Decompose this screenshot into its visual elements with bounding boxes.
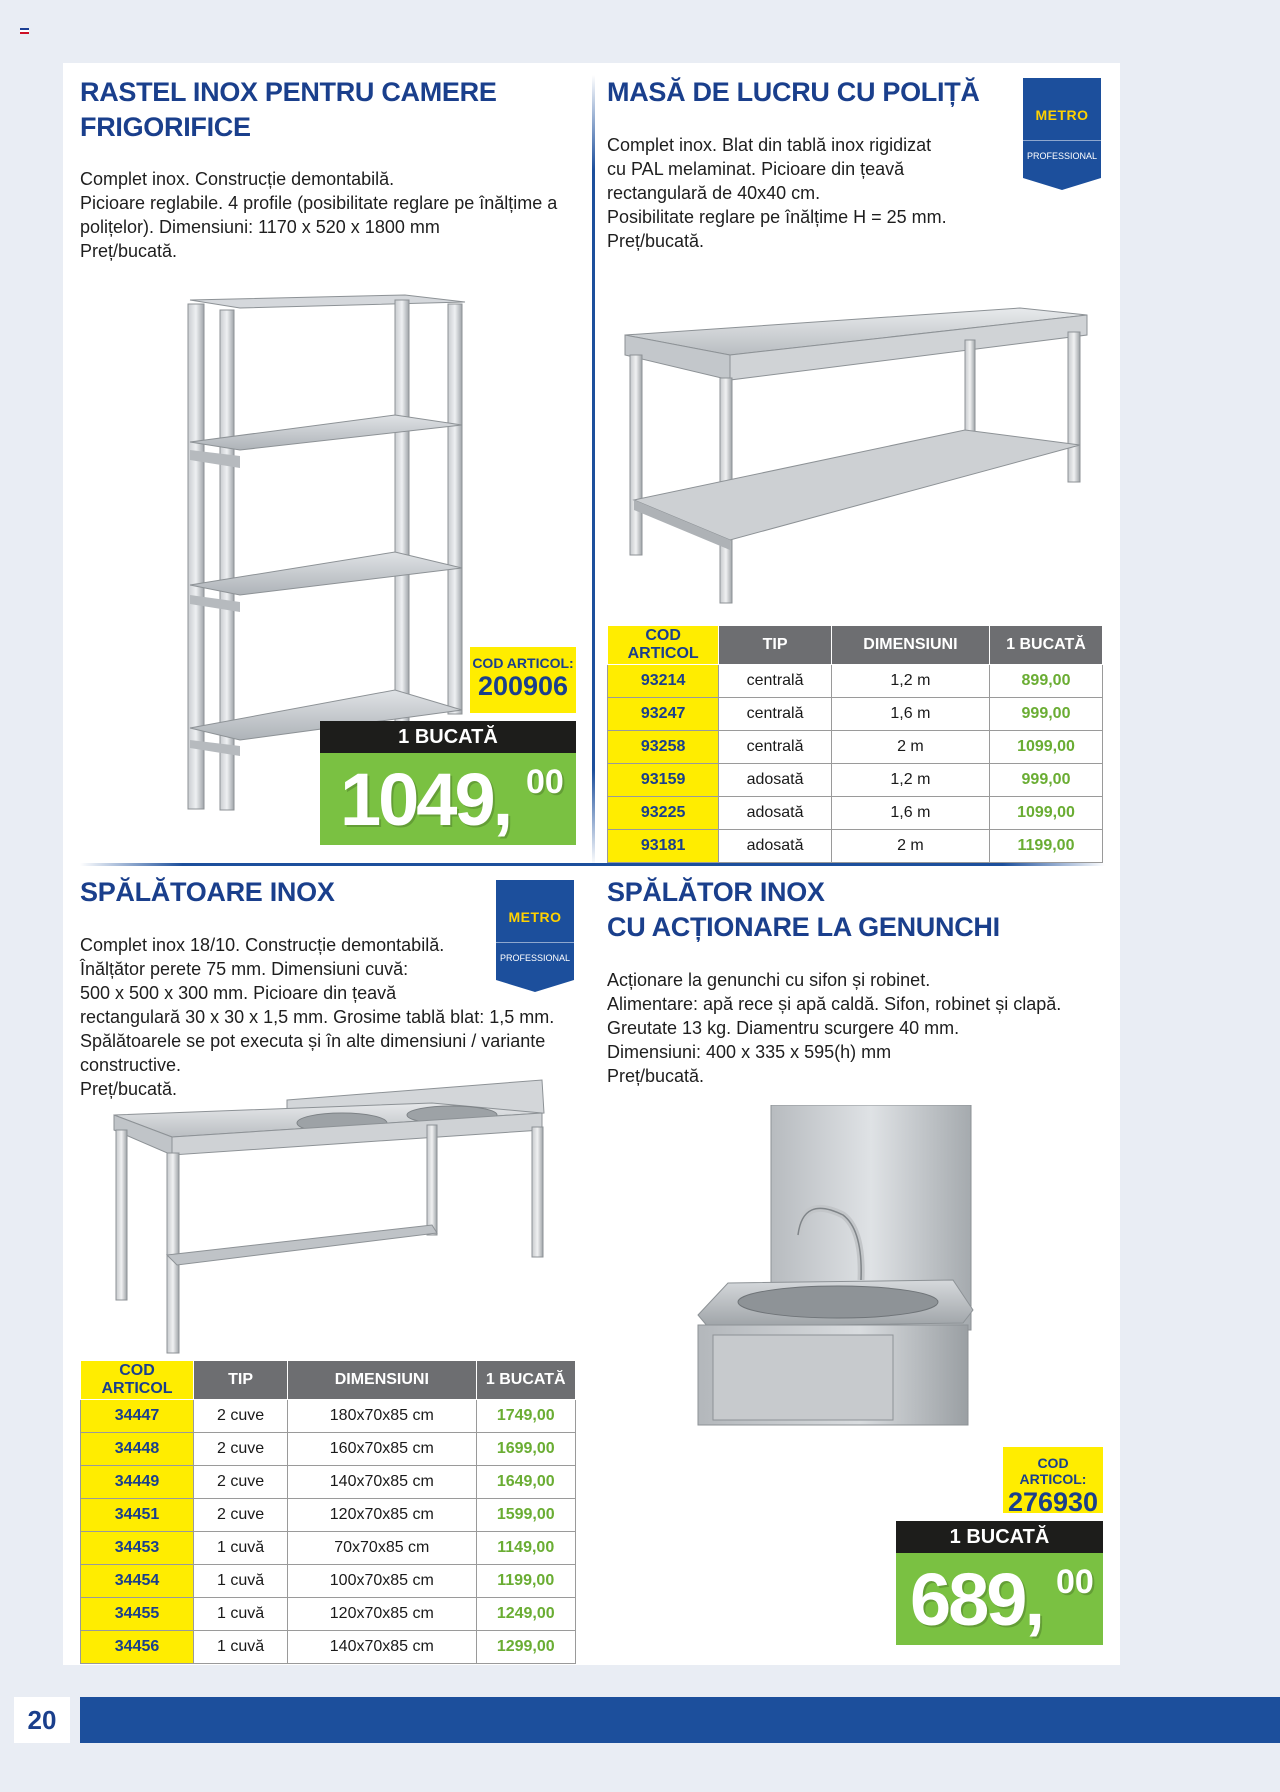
cell-code: 34451 [81,1499,194,1532]
header-price: 1 BUCATĂ [476,1361,576,1400]
desc-line: cu PAL melaminat. Picioare din țeavă [607,159,905,179]
header-code: COD ARTICOL [81,1361,194,1400]
cell-type: 2 cuve [194,1433,288,1466]
desc-line: Spălătoarele se pot executa și în alte dimensiuni / variante [80,1031,546,1051]
table-row [608,764,1103,797]
header-dimensions: DIMENSIUNI [831,626,989,665]
cell-dimensions: 180x70x85 cm [288,1400,476,1433]
cell-type: 1 cuvă [194,1532,288,1565]
code-label: COD ARTICOL: [1019,1455,1087,1487]
product1-title-line2: FRIGORIFICE [80,112,251,142]
product2-price-table [607,625,1103,863]
header-price: 1 BUCATĂ [990,626,1103,665]
footer-bar [80,1697,1280,1743]
cell-dimensions: 120x70x85 cm [288,1598,476,1631]
header-type: TIP [194,1361,288,1400]
cell-type: 1 cuvă [194,1631,288,1664]
table-row [608,698,1103,731]
cell-dimensions: 1,6 m [831,797,989,830]
product4-title-line1: SPĂLĂTOR INOX [607,877,825,907]
cell-price: 1649,00 [476,1466,576,1499]
desc-line: Complet inox 18/10. Construcție demontabilă. [80,935,445,955]
cell-price: 899,00 [990,665,1103,698]
product2-title: MASĂ DE LUCRU CU POLIȚĂ [607,77,980,107]
vertical-divider [592,75,595,865]
desc-line: Picioare reglabile. 4 profile (posibilitate reglare pe înălțime a [80,193,558,213]
cell-dimensions: 140x70x85 cm [288,1631,476,1664]
cell-code: 93225 [608,797,719,830]
desc-line: Alimentare: apă rece și apă caldă. Sifon, robinet și clapă. [607,994,1062,1014]
price-decimals: 00 [526,763,564,801]
price-integer: 1049, [340,758,511,841]
product1-price [320,753,576,845]
cell-dimensions: 70x70x85 cm [288,1532,476,1565]
cell-dimensions: 1,2 m [831,665,989,698]
metro-logo-sub: PROFESSIONAL [1026,151,1098,161]
cell-price: 1099,00 [990,797,1103,830]
desc-line: 500 x 500 x 300 mm. Picioare din țeavă [80,983,397,1003]
table-row [81,1532,576,1565]
cell-code: 34456 [81,1631,194,1664]
cell-type: centrală [719,698,832,731]
cell-price: 1099,00 [990,731,1103,764]
cell-code: 34454 [81,1565,194,1598]
table-row [81,1466,576,1499]
cell-code: 34453 [81,1532,194,1565]
cell-price: 1199,00 [990,830,1103,863]
product4-title-line2: CU ACȚIONARE LA GENUNCHI [607,912,1000,942]
cell-code: 93181 [608,830,719,863]
code-label: COD ARTICOL: [472,655,574,671]
desc-line: Posibilitate reglare pe înălțime H = 25 mm. [607,207,947,227]
product4-code-box [1003,1447,1103,1517]
cell-code: 93247 [608,698,719,731]
language-flag-icon [20,21,29,27]
page-number: 20 [14,1697,70,1743]
product1-description [80,167,580,263]
table-row [81,1499,576,1532]
cell-type: 2 cuve [194,1499,288,1532]
cell-dimensions: 1,2 m [831,764,989,797]
cell-price: 1699,00 [476,1433,576,1466]
desc-line: Dimensiuni: 400 x 335 x 595(h) mm [607,1042,892,1062]
table-row [81,1400,576,1433]
cell-price: 1749,00 [476,1400,576,1433]
desc-line: Complet inox. Construcție demontabilă. [80,169,395,189]
table-row [608,731,1103,764]
cell-dimensions: 100x70x85 cm [288,1565,476,1598]
cell-code: 34455 [81,1598,194,1631]
table-row [81,1631,576,1664]
cell-type: 1 cuvă [194,1598,288,1631]
metro-logo-word: METRO [1035,107,1089,123]
sink-table-image [112,1075,552,1360]
cell-type: adosată [719,797,832,830]
table-row [81,1598,576,1631]
cell-price: 1249,00 [476,1598,576,1631]
cell-dimensions: 2 m [831,830,989,863]
product2-description [607,133,1007,253]
cell-dimensions: 160x70x85 cm [288,1433,476,1466]
table-row [608,830,1103,863]
table-header-row [81,1361,576,1400]
metro-professional-logo [1023,78,1101,190]
desc-line: Înălțător perete 75 mm. Dimensiuni cuvă: [80,959,409,979]
cell-dimensions: 140x70x85 cm [288,1466,476,1499]
product3-price-table [80,1360,576,1664]
desc-line: Greutate 13 kg. Diamentru scurgere 40 mm. [607,1018,960,1038]
cell-price: 999,00 [990,764,1103,797]
cell-price: 1599,00 [476,1499,576,1532]
desc-line: Complet inox. Blat din tablă inox rigidizat [607,135,932,155]
product1-code-box [470,647,576,713]
product4-title [607,875,1000,945]
desc-line: polițelor). Dimensiuni: 1170 x 520 x 1800 mm [80,217,440,237]
metro-logo-sub: PROFESSIONAL [499,953,571,963]
cell-code: 93214 [608,665,719,698]
cell-code: 34447 [81,1400,194,1433]
product4-unit-label: 1 BUCATĂ [896,1521,1103,1553]
price-integer: 689, [910,1558,1043,1641]
cell-code: 34448 [81,1433,194,1466]
desc-line: rectangulară 30 x 30 x 1,5 mm. Grosime tablă blat: 1,5 mm. [80,1007,555,1027]
cell-type: adosată [719,764,832,797]
product1-code: 200906 [477,671,569,701]
product3-title: SPĂLĂTOARE INOX [80,877,335,907]
desc-line: constructive. [80,1055,182,1075]
table-header-row [608,626,1103,665]
table-row [81,1433,576,1466]
cell-type: centrală [719,665,832,698]
cell-type: 2 cuve [194,1466,288,1499]
cell-code: 34449 [81,1466,194,1499]
product4-price [896,1553,1103,1645]
desc-line: Acționare la genunchi cu sifon și robinet. [607,970,931,990]
cell-price: 1199,00 [476,1565,576,1598]
price-decimals: 00 [1056,1563,1094,1601]
knee-operated-sink-image [693,1105,978,1435]
header-code: COD ARTICOL [608,626,719,665]
header-dimensions: DIMENSIUNI [288,1361,476,1400]
table-row [608,797,1103,830]
cell-type: centrală [719,731,832,764]
product4-description [607,968,1087,1088]
header-type: TIP [719,626,832,665]
work-table-image [620,300,1090,610]
desc-line: rectangulară de 40x40 cm. [607,183,821,203]
desc-line: Preț/bucată. [80,1079,178,1099]
table-row [608,665,1103,698]
cell-dimensions: 1,6 m [831,698,989,731]
product1-title [80,75,497,145]
metro-logo-word: METRO [508,909,562,925]
cell-price: 1299,00 [476,1631,576,1664]
cell-dimensions: 2 m [831,731,989,764]
product1-title-line1: RASTEL INOX PENTRU CAMERE [80,77,497,107]
product4-code: 276930 [1007,1487,1099,1517]
table-row [81,1565,576,1598]
cell-code: 93258 [608,731,719,764]
product1-unit-label: 1 BUCATĂ [320,721,576,753]
horizontal-divider [80,863,1105,866]
cell-type: 2 cuve [194,1400,288,1433]
cell-type: 1 cuvă [194,1565,288,1598]
cell-dimensions: 120x70x85 cm [288,1499,476,1532]
cell-code: 93159 [608,764,719,797]
cell-type: adosată [719,830,832,863]
desc-line: Preț/bucată. [607,231,705,251]
cell-price: 999,00 [990,698,1103,731]
desc-line: Preț/bucată. [80,241,178,261]
desc-line: Preț/bucată. [607,1066,705,1086]
cell-price: 1149,00 [476,1532,576,1565]
